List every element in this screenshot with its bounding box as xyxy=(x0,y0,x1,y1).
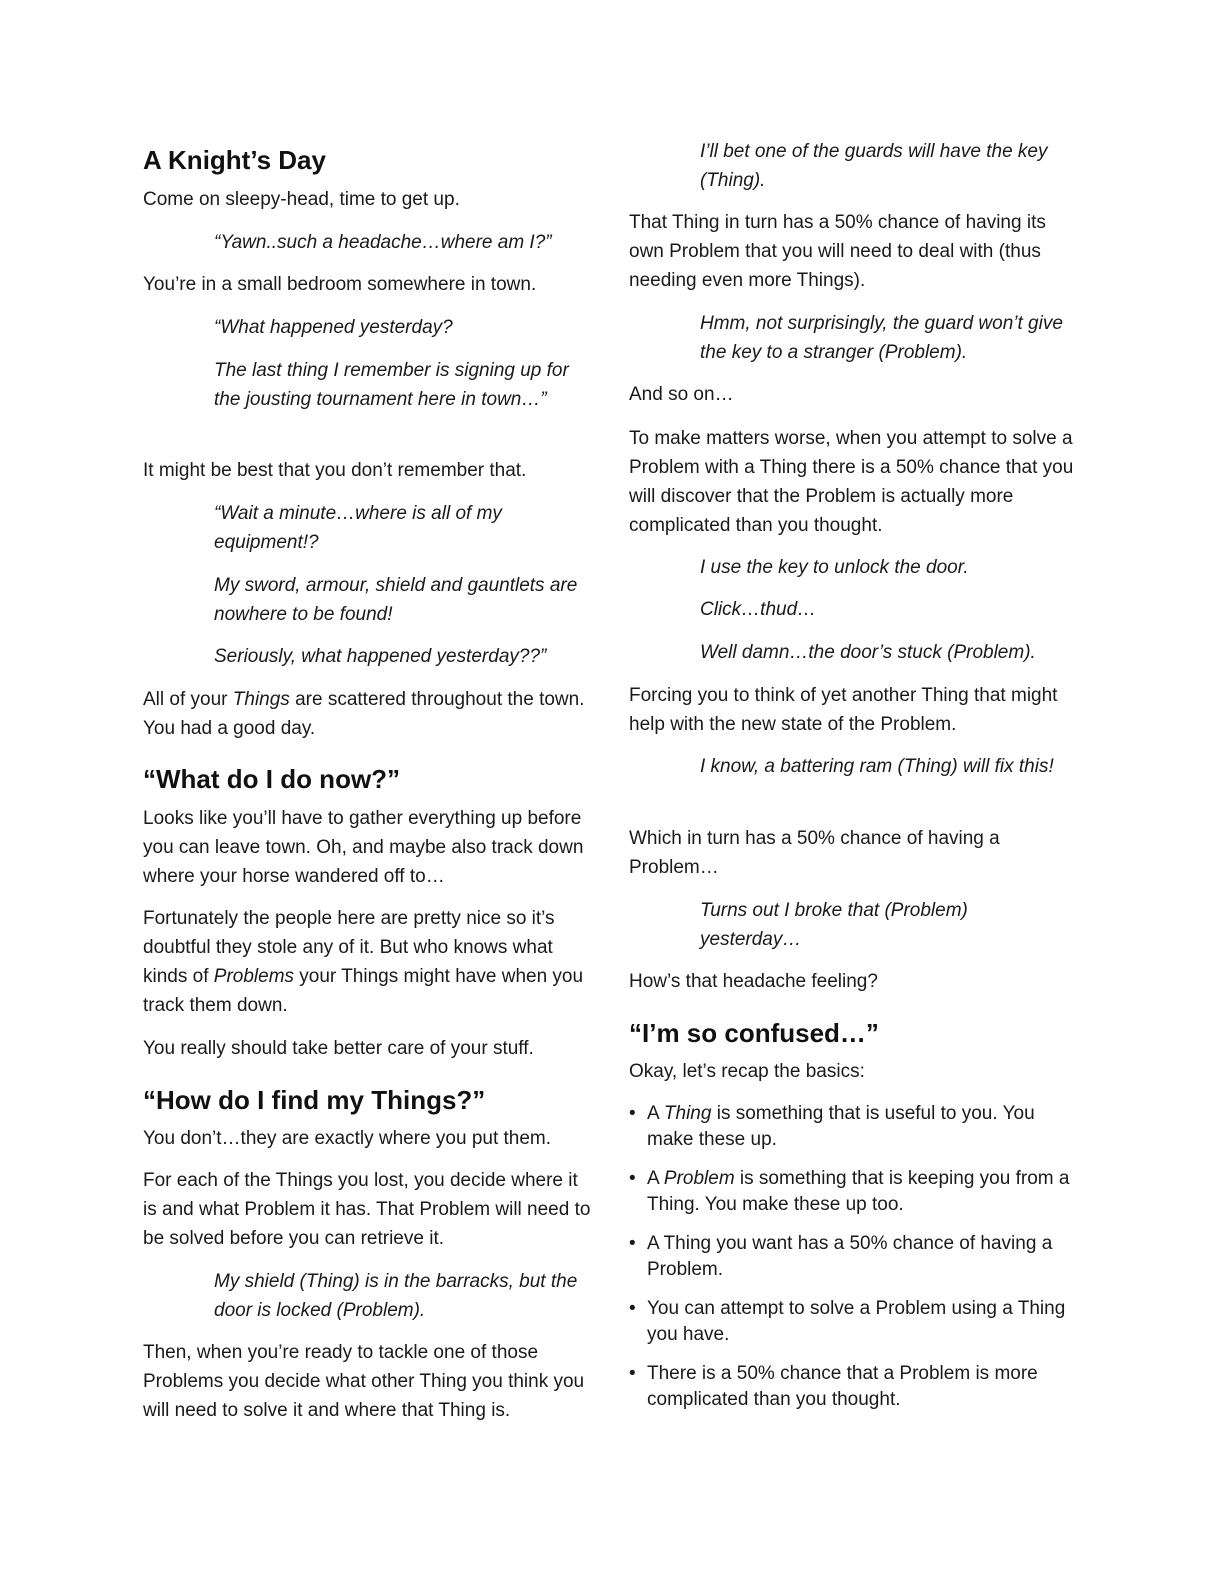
italic-quote: Well damn…the door’s stuck (Problem). xyxy=(700,642,1036,663)
list-item: • You can attempt to solve a Problem using a Thing you have. xyxy=(629,1296,1074,1348)
emphasis: Problem xyxy=(663,1168,735,1189)
italic-quote: I’ll bet one of the guards will have the key (Thing). xyxy=(700,141,1048,191)
italic-quote: I use the key to unlock the door. xyxy=(700,557,969,578)
heading-how-do-i-find-my-things: “How do I find my Things?” xyxy=(143,1085,486,1115)
italic-quote: The last thing I remember is signing up for the jousting tournament here in town…” xyxy=(214,360,569,410)
paragraph: To make matters worse, when you attempt to solve a Problem with a Thing there is a 50% chance that you will discover that the Problem is actually more complicated than you thought. xyxy=(629,428,1074,536)
italic-quote: Hmm, not surprisingly, the guard won’t give the key to a stranger (Problem). xyxy=(700,313,1063,363)
paragraph: You don’t…they are exactly where you put them. xyxy=(143,1128,552,1149)
paragraph: Fortunately the people here are pretty nice so it’s doubtful they stole any of it. But who knows what kinds of Problems your Things might have when you track them down. xyxy=(143,908,584,1016)
italic-quote: “What happened yesterday? xyxy=(214,317,453,338)
paragraph: All of your Things are scattered throughout the town. You had a good day. xyxy=(143,689,585,739)
recap-list xyxy=(629,1101,1074,1426)
list-item: • There is a 50% chance that a Problem is more complicated than you thought. xyxy=(629,1361,1074,1413)
list-item: • A Problem is something that is keeping you from a Thing. You make these up too. xyxy=(629,1166,1074,1218)
paragraph: Looks like you’ll have to gather everything up before you can leave town. Oh, and maybe also track down where your horse wandered off to… xyxy=(143,808,584,887)
italic-quote: My sword, armour, shield and gauntlets are nowhere to be found! xyxy=(214,575,578,625)
italic-quote: Click…thud… xyxy=(700,599,817,620)
paragraph: Which in turn has a 50% chance of having a Problem… xyxy=(629,828,1000,878)
heading-what-do-i-do-now: “What do I do now?” xyxy=(143,764,401,794)
italic-quote: Seriously, what happened yesterday??” xyxy=(214,646,547,667)
paragraph: It might be best that you don’t remember that. xyxy=(143,460,527,481)
paragraph: Come on sleepy-head, time to get up. xyxy=(143,189,460,210)
paragraph: That Thing in turn has a 50% chance of having its own Problem that you will need to deal with (thus needing even more Things). xyxy=(629,212,1046,291)
paragraph: Forcing you to think of yet another Thing that might help with the new state of the Problem. xyxy=(629,685,1058,735)
paragraph: Okay, let’s recap the basics: xyxy=(629,1061,865,1082)
italic-quote: “Wait a minute…where is all of my equipment!? xyxy=(214,503,502,553)
paragraph: You’re in a small bedroom somewhere in town. xyxy=(143,274,537,295)
italic-quote: I know, a battering ram (Thing) will fix this! xyxy=(700,756,1054,777)
paragraph: You really should take better care of your stuff. xyxy=(143,1038,534,1059)
italic-quote: “Yawn..such a headache…where am I?” xyxy=(214,232,552,253)
italic-quote: My shield (Thing) is in the barracks, but the door is locked (Problem). xyxy=(214,1271,578,1321)
paragraph: And so on… xyxy=(629,384,734,405)
heading-im-so-confused: “I’m so confused…” xyxy=(629,1018,879,1048)
heading-a-knights-day: A Knight’s Day xyxy=(143,145,326,175)
list-item: • A Thing you want has a 50% chance of having a Problem. xyxy=(629,1231,1074,1283)
emphasis: Problems xyxy=(213,966,295,987)
emphasis: Thing xyxy=(663,1103,712,1124)
paragraph: For each of the Things you lost, you decide where it is and what Problem it has. That Problem will need to be solved before you can retrieve it. xyxy=(143,1170,591,1249)
list-item: • A Thing is something that is useful to you. You make these up. xyxy=(629,1101,1074,1153)
italic-quote: Turns out I broke that (Problem) yesterday… xyxy=(700,900,968,950)
paragraph: Then, when you’re ready to tackle one of those Problems you decide what other Thing you think you will need to solve it and where that Thing is. xyxy=(143,1342,585,1421)
paragraph: How’s that headache feeling? xyxy=(629,971,878,992)
emphasis: Things xyxy=(232,689,290,710)
